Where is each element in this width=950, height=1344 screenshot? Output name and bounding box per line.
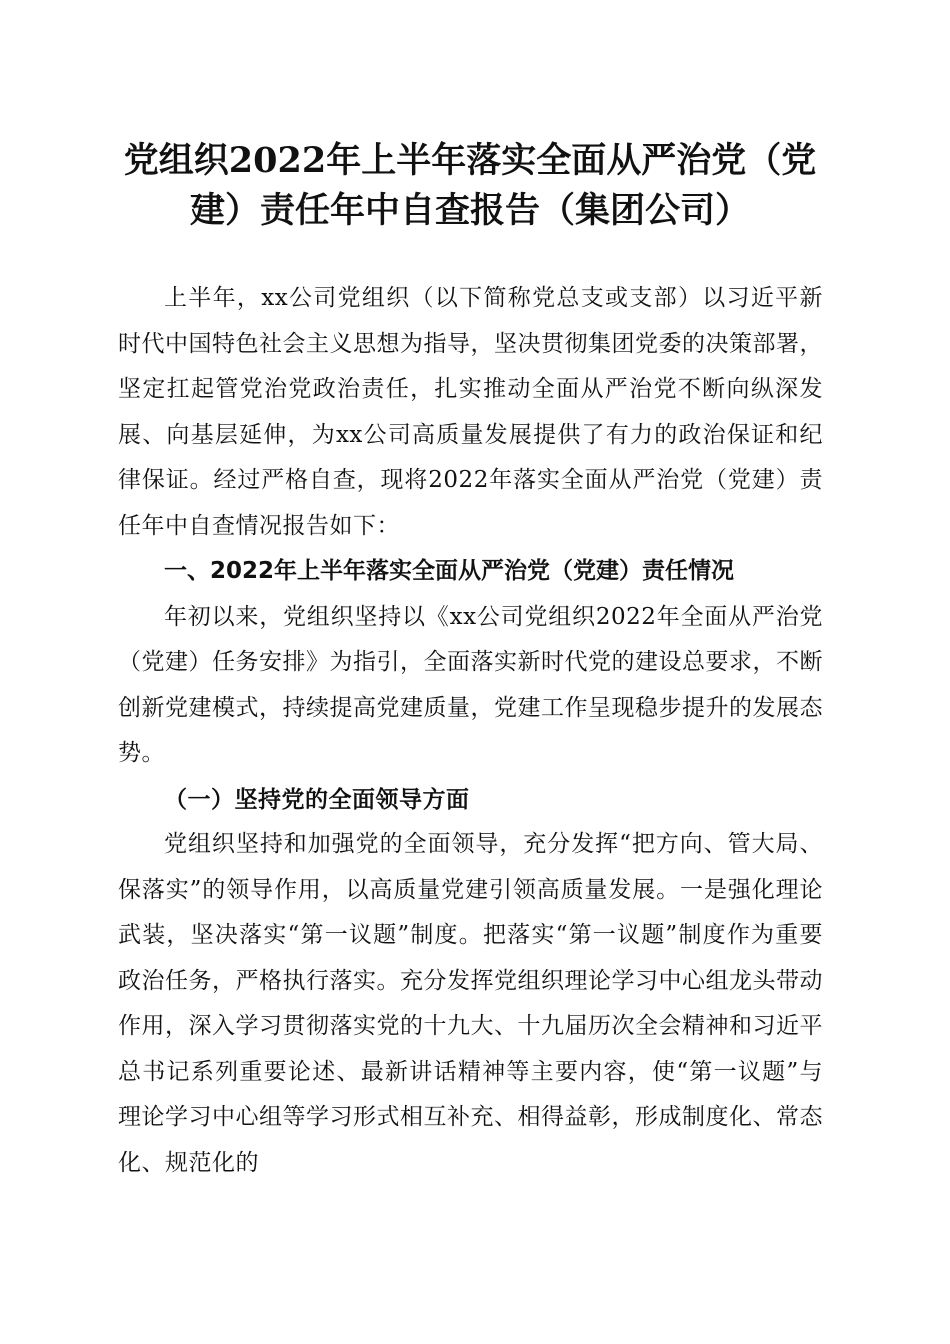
intro-paragraph: 上半年，xx公司党组织（以下简称党总支或支部）以习近平新时代中国特色社会主义思想为指导，坚决贯彻集团党委的决策部署，坚定扛起管党治党政治责任，扎实推动全面从严治党不断向纵深发展、向基层延伸，为xx公司高质量发展提供了有力的政治保证和纪律保证。经过严格自查，现将2022年落实全面从严治党（党建）责任年中自查情况报告如下： [118,285,823,539]
document-body [118,276,823,1186]
subsection-1-heading: （一）坚持党的全面领导方面 [164,785,470,813]
section-1-intro-paragraph: 年初以来，党组织坚持以《xx公司党组织2022年全面从严治党（党建）任务安排》为指引，全面落实新时代党的建设总要求，不断创新党建模式，持续提高党建质量，党建工作呈现稳步提升的发展态势。 [118,603,823,766]
section-1-heading: 一、2022年上半年落实全面从严治党（党建）责任情况 [164,558,735,584]
subsection-1-paragraph: 党组织坚持和加强党的全面领导，充分发挥“把方向、管大局、保落实”的领导作用，以高质量党建引领高质量发展。一是强化理论武装，坚决落实“第一议题”制度。把落实“第一议题”制度作为重要政治任务，严格执行落实。充分发挥党组织理论学习中心组龙头带动作用，深入学习贯彻落实党的十九大、十九届历次全会精神和习近平总书记系列重要论述、最新讲话精神等主要内容，使“第一议题”与理论学习中心组等学习形式相互补充、相得益彰，形成制度化、常态化、规范化的 [118,831,823,1176]
document-title: 党组织2022年上半年落实全面从严治党（党建）责任年中自查报告（集团公司） [123,140,817,231]
